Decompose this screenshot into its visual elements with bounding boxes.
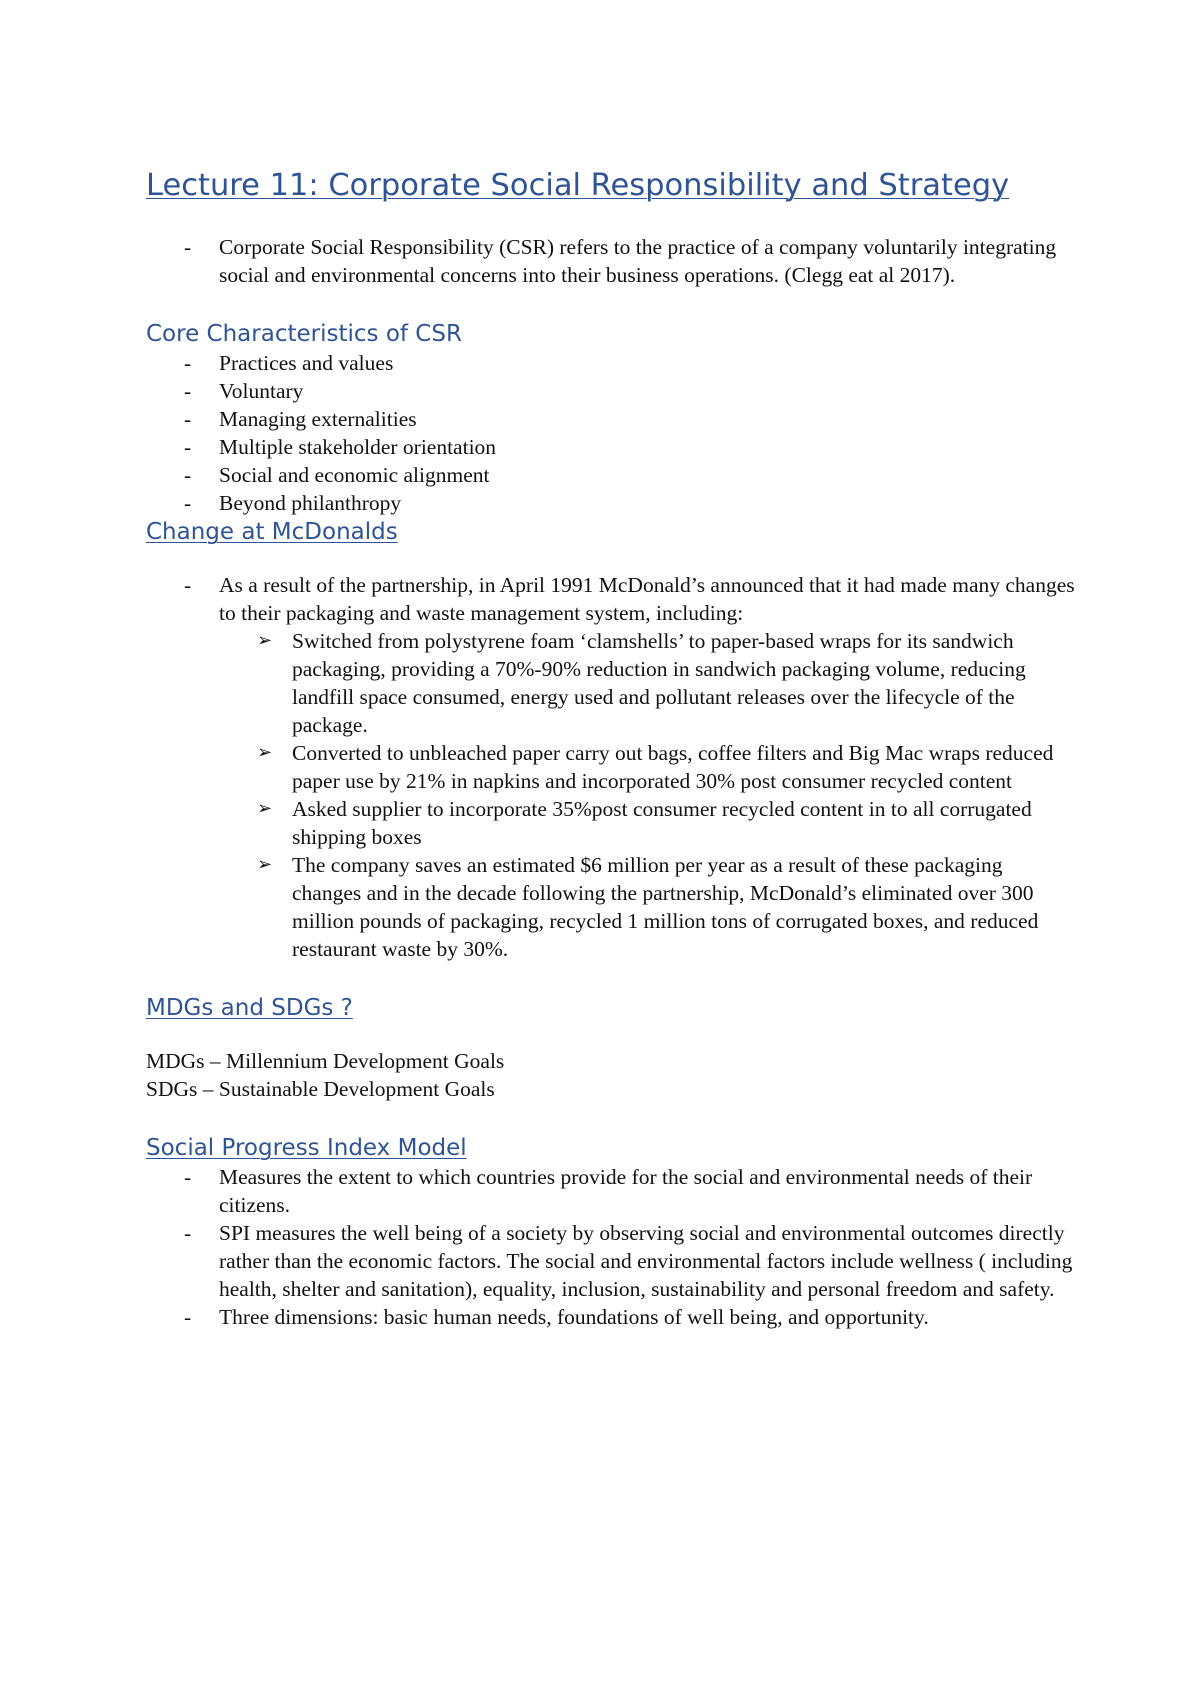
list-item — [146, 233, 1076, 289]
spi-item-text: Three dimensions: basic human needs, foundations of well being, and opportunity. — [219, 1305, 929, 1329]
mcdonalds-sublist — [219, 627, 1076, 963]
mcdonalds-change-text: Asked supplier to incorporate 35%post consumer recycled content in to all corrugated shipping boxes — [292, 797, 1032, 849]
dash-bullet: - — [184, 351, 192, 375]
mcdonalds-change-text: Converted to unbleached paper carry out bags, coffee filters and Big Mac wraps reduced paper use by 21% in napkins and incorporated 30% post consumer recycled content — [292, 741, 1054, 793]
heading-social-progress-index: Social Progress Index Model — [146, 1135, 467, 1161]
list-item — [146, 349, 1076, 377]
dash-bullet: - — [184, 1165, 192, 1189]
mcdonalds-lead-text: As a result of the partnership, in April 1991 McDonald’s announced that it had made many changes to their packaging and waste management system, including: — [219, 573, 1075, 625]
core-item-text: Voluntary — [219, 379, 304, 403]
list-item — [146, 377, 1076, 405]
page-title: Lecture 11: Corporate Social Responsibility and Strategy — [146, 168, 1010, 203]
heading-change-at-mcdonalds: Change at McDonalds — [146, 519, 398, 545]
core-item-text: Managing externalities — [219, 407, 417, 431]
dash-bullet: - — [184, 435, 192, 459]
mcdonalds-list — [146, 571, 1076, 627]
dash-bullet: - — [184, 407, 192, 431]
list-item — [219, 739, 1076, 795]
spi-item-text: Measures the extent to which countries provide for the social and environmental needs of their citizens. — [219, 1165, 1033, 1217]
intro-csr-definition: Corporate Social Responsibility (CSR) refers to the practice of a company voluntarily integrating social and environmental concerns into their business operations. (Clegg eat al 2017). — [219, 235, 1057, 287]
list-item — [146, 1219, 1076, 1303]
mcdonalds-change-text: The company saves an estimated $6 million per year as a result of these packaging changes and in the decade following the partnership, McDonald’s eliminated over 300 million pounds of packaging, recycled 1 million tons of corrugated boxes, and reduced restaurant waste by 30%. — [292, 853, 1039, 961]
list-item — [219, 851, 1076, 963]
dash-bullet: - — [184, 1221, 192, 1245]
list-item — [146, 1163, 1076, 1219]
arrow-bullet-icon: ➢ — [257, 630, 273, 651]
core-item-text: Beyond philanthropy — [219, 491, 402, 515]
core-item-text: Practices and values — [219, 351, 394, 375]
dash-bullet: - — [184, 573, 192, 597]
dash-bullet: - — [184, 379, 192, 403]
dash-bullet: - — [184, 235, 192, 259]
list-item — [146, 433, 1076, 461]
list-item — [146, 405, 1076, 433]
sdgs-definition-line: SDGs – Sustainable Development Goals — [146, 1077, 495, 1101]
list-item — [146, 1303, 1076, 1331]
intro-list — [146, 233, 1076, 289]
document-content — [146, 166, 1076, 1331]
list-item — [219, 795, 1076, 851]
spi-item-text: SPI measures the well being of a society by observing social and environmental outcomes directly rather than the economic factors. The social and environmental factors include wellness ( including health, shelter and sanitation), equality, inclusion, sustainability and personal freedom and safety. — [219, 1221, 1073, 1301]
list-item — [146, 461, 1076, 489]
core-item-text: Multiple stakeholder orientation — [219, 435, 497, 459]
arrow-bullet-icon: ➢ — [257, 798, 273, 819]
list-item — [146, 489, 1076, 517]
mdgs-definitions — [146, 1047, 1076, 1103]
heading-core-characteristics: Core Characteristics of CSR — [146, 321, 462, 347]
dash-bullet: - — [184, 463, 192, 487]
dash-bullet: - — [184, 491, 192, 515]
heading-mdgs-sdgs: MDGs and SDGs ? — [146, 995, 353, 1021]
list-item — [146, 571, 1076, 627]
dash-bullet: - — [184, 1305, 192, 1329]
mcdonalds-change-text: Switched from polystyrene foam ‘clamshells’ to paper-based wraps for its sandwich packaging, providing a 70%-90% reduction in sandwich packaging volume, reducing landfill space consumed, energy used and pollutant releases over the lifecycle of the package. — [292, 629, 1026, 737]
arrow-bullet-icon: ➢ — [257, 742, 273, 763]
arrow-bullet-icon: ➢ — [257, 854, 273, 875]
core-characteristics-list — [146, 349, 1076, 517]
list-item — [219, 627, 1076, 739]
spi-list — [146, 1163, 1076, 1331]
core-item-text: Social and economic alignment — [219, 463, 490, 487]
mdgs-definition-line: MDGs – Millennium Development Goals — [146, 1049, 505, 1073]
